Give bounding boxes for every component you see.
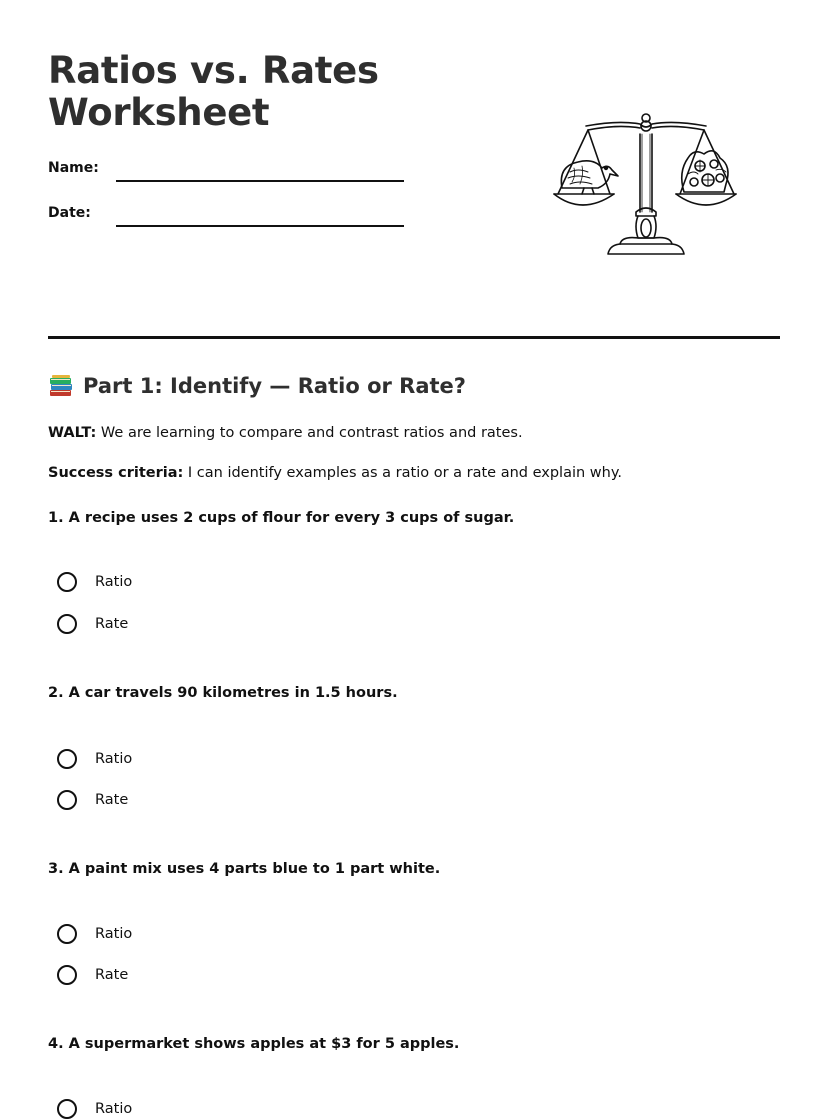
balance-scale-icon [548,108,744,262]
option-label: Ratio [95,1101,133,1117]
radio-button[interactable] [57,614,77,634]
option-label: Ratio [95,574,133,590]
success-criteria-line [48,465,622,481]
q2-option-rate[interactable] [57,790,128,810]
q3-option-rate[interactable] [57,965,128,985]
section-divider [48,336,780,339]
question-3: 3. A paint mix uses 4 parts blue to 1 part white. [48,861,441,877]
option-label: Rate [95,967,129,983]
success-criteria-text: I can identify examples as a ratio or a rate and explain why. [183,465,622,481]
name-field[interactable] [116,180,404,182]
question-4: 4. A supermarket shows apples at $3 for 5 apples. [48,1036,460,1052]
q1-option-ratio[interactable] [57,572,132,592]
walt-line [48,425,523,441]
question-1: 1. A recipe uses 2 cups of flour for every 3 cups of sugar. [48,510,515,526]
option-label: Ratio [95,751,133,767]
name-label: Name: [48,160,99,176]
title-line-1: Ratios vs. Rates [48,49,379,92]
radio-button[interactable] [57,1099,77,1119]
radio-button[interactable] [57,965,77,985]
title-line-2: Worksheet [48,91,270,134]
success-criteria-label: Success criteria: [48,465,184,481]
q1-option-rate[interactable] [57,614,128,634]
walt-label: WALT: [48,425,97,441]
part1-heading-text: Part 1: Identify — Ratio or Rate? [83,374,466,398]
q3-option-ratio[interactable] [57,924,132,944]
option-label: Rate [95,616,129,632]
option-label: Rate [95,792,129,808]
q2-option-ratio[interactable] [57,749,132,769]
walt-text: We are learning to compare and contrast ratios and rates. [96,425,523,441]
radio-button[interactable] [57,924,77,944]
part1-heading [48,373,466,399]
q4-option-ratio[interactable] [57,1099,132,1119]
option-label: Ratio [95,926,133,942]
worksheet-title [48,50,379,134]
radio-button[interactable] [57,790,77,810]
radio-button[interactable] [57,749,77,769]
books-icon [48,373,74,399]
radio-button[interactable] [57,572,77,592]
date-label: Date: [48,205,91,221]
date-field[interactable] [116,225,404,227]
question-2: 2. A car travels 90 kilometres in 1.5 hours. [48,685,398,701]
